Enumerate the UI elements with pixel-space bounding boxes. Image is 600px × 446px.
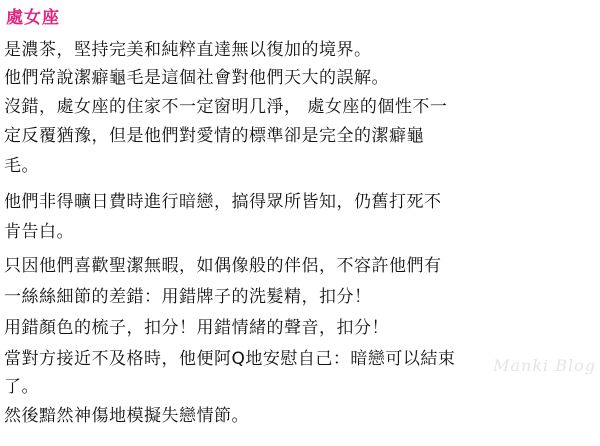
text-line-8: 只因他們喜歡聖潔無暇，如偶像般的伴侶，不容許他們有	[4, 256, 442, 276]
text-line-2: 他們常說潔癖龜毛是這個社會對他們天大的誤解。	[4, 68, 389, 88]
text-line-4: 定反覆猶豫，但是他們對愛情的標準卻是完全的潔癖龜	[4, 126, 424, 146]
text-line-7: 肯告白。	[4, 222, 74, 242]
text-line-10: 用錯顏色的梳子，扣分！用錯情緒的聲音，扣分！	[4, 318, 389, 338]
text-line-9: 一絲絲細節的差錯：用錯牌子的洗髮精，扣分！	[4, 287, 372, 307]
text-line-5: 毛。	[4, 156, 39, 176]
text-line-13: 然後黯然神傷地模擬失戀情節。	[4, 406, 249, 426]
text-line-1: 是濃茶，堅持完美和純粹直達無以復加的境界。	[4, 40, 372, 60]
article-title: 處女座	[6, 8, 60, 28]
text-line-3: 沒錯，處女座的住家不一定窗明几淨， 處女座的個性不一	[4, 97, 448, 117]
text-line-12: 了。	[4, 377, 39, 397]
blog-watermark: Manki Blog	[493, 356, 596, 375]
text-line-11: 當對方接近不及格時，他便阿Q地安慰自己：暗戀可以結束	[4, 349, 456, 369]
text-line-6: 他們非得曠日費時進行暗戀，搞得眾所皆知，仍舊打死不	[4, 192, 442, 212]
